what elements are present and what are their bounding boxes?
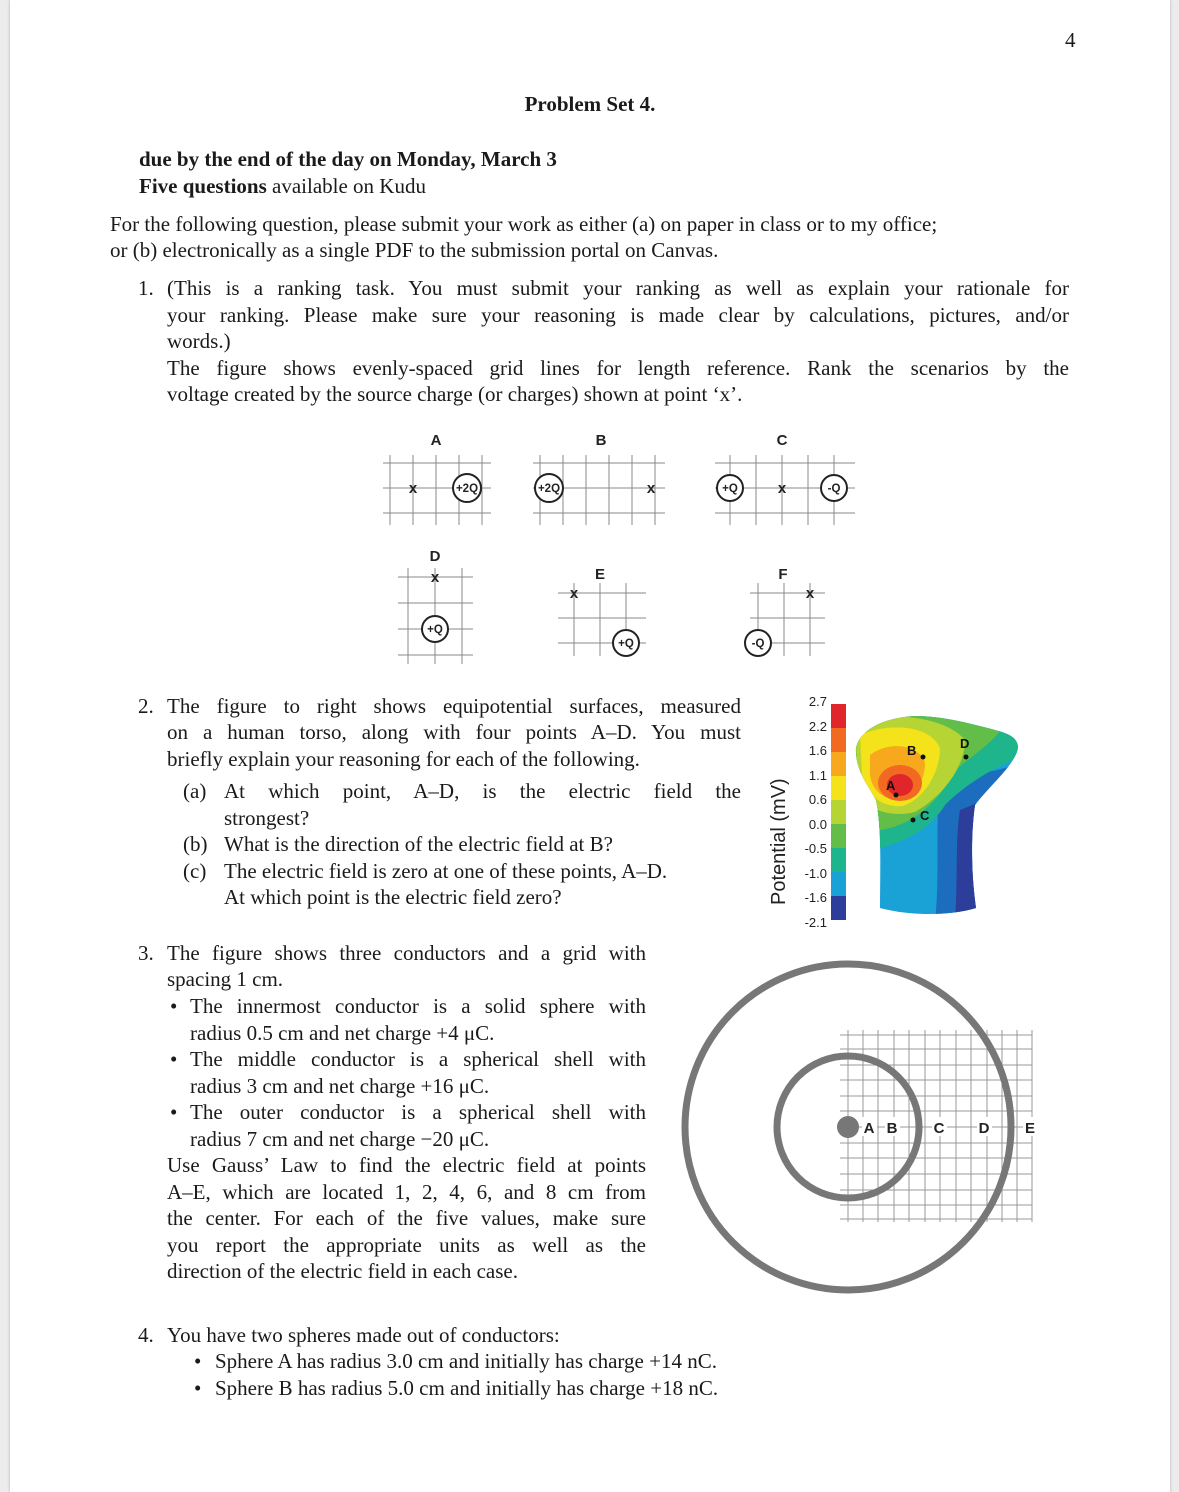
scenario-label-c: C bbox=[776, 432, 788, 449]
charge-label-b: +2Q bbox=[537, 483, 561, 495]
colorbar-tick-5: 0.0 bbox=[808, 817, 827, 832]
point-x-c: x bbox=[777, 480, 787, 497]
q4-bullet-2-dot: • bbox=[194, 1376, 202, 1400]
colorbar-tick-6: -0.5 bbox=[804, 841, 827, 856]
scenario-label-f: F bbox=[778, 566, 788, 583]
charge-label-a: +2Q bbox=[455, 483, 479, 495]
point-x-f: x bbox=[805, 585, 815, 602]
colorbar-tick-8: -1.6 bbox=[804, 890, 827, 905]
q3-bullet-1-line-1: The innermost conductor is a solid sphere with bbox=[190, 994, 646, 1018]
q3-bullet-2-line-2: radius 3 cm and net charge +16 μC. bbox=[190, 1074, 490, 1098]
q3-conductors-figure bbox=[10, 0, 1170, 1300]
q2-a-line-1: At which point, A–D, is the electric field the bbox=[224, 779, 741, 803]
q3-bullet-1-dot: • bbox=[170, 994, 178, 1018]
document-page bbox=[10, 0, 1170, 1492]
q3-bullet-2-dot: • bbox=[170, 1047, 178, 1071]
colorbar-tick-2: 1.6 bbox=[808, 743, 827, 758]
q3-bullet-2-line-1: The middle conductor is a spherical shell with bbox=[190, 1047, 646, 1071]
q2-c-line-2: At which point is the electric field zero? bbox=[224, 885, 562, 909]
colorbar-tick-9: -2.1 bbox=[804, 915, 827, 930]
q2-b-line-1: What is the direction of the electric field at B? bbox=[224, 832, 613, 856]
q1-line-4: The figure shows evenly-spaced grid lines for length reference. Rank the scenarios by the bbox=[167, 356, 1069, 380]
charge-label-c-pos: +Q bbox=[722, 483, 738, 495]
point-x-d: x bbox=[430, 569, 440, 586]
torso-point-a-label: A bbox=[886, 778, 896, 793]
inner-solid-sphere bbox=[837, 1116, 859, 1138]
q2-b-label: (b) bbox=[183, 832, 208, 856]
q3-bullet-3-line-1: The outer conductor is a spherical shell with bbox=[190, 1100, 646, 1124]
q3-tail-5: direction of the electric field in each case. bbox=[167, 1259, 518, 1283]
torso-point-d-label: D bbox=[960, 736, 970, 751]
question-count-bold: Five questions bbox=[139, 174, 267, 198]
q1-line-5: voltage created by the source charge (or charges) shown at point ‘x’. bbox=[167, 382, 743, 406]
q3-number: 3. bbox=[138, 941, 154, 965]
charge-label-c-neg: -Q bbox=[827, 483, 841, 495]
q1-line-1: (This is a ranking task. You must submit your ranking as well as explain your rationale for bbox=[167, 276, 1069, 300]
q3-point-b: B bbox=[886, 1120, 898, 1137]
scenario-label-b: B bbox=[595, 432, 607, 449]
q3-line-2: spacing 1 cm. bbox=[167, 967, 284, 991]
q3-point-c: C bbox=[933, 1120, 945, 1137]
question-count-rest: available on Kudu bbox=[272, 174, 426, 198]
charge-label-e: +Q bbox=[618, 638, 634, 650]
q3-tail-3: the center. For each of the five values, make sure bbox=[167, 1206, 646, 1230]
q2-c-label: (c) bbox=[183, 859, 207, 883]
q2-line-2: on a human torso, along with four points A–D. You must bbox=[167, 720, 741, 744]
q3-tail-2: A–E, which are located 1, 2, 4, 6, and 8 cm from bbox=[167, 1180, 646, 1204]
scenario-label-d: D bbox=[429, 548, 441, 565]
colorbar-tick-4: 0.6 bbox=[808, 792, 827, 807]
intro-line-1: For the following question, please submit your work as either (a) on paper in class or to my office; bbox=[110, 212, 938, 236]
colorbar-tick-7: -1.0 bbox=[804, 866, 827, 881]
q2-number: 2. bbox=[138, 694, 154, 718]
q2-a-line-2: strongest? bbox=[224, 806, 310, 830]
q3-tail-1: Use Gauss’ Law to find the electric field at points bbox=[167, 1153, 646, 1177]
due-date: due by the end of the day on Monday, March 3 bbox=[139, 147, 557, 171]
scenario-label-a: A bbox=[430, 432, 442, 449]
colorbar-tick-1: 2.2 bbox=[808, 719, 827, 734]
q2-a-label: (a) bbox=[183, 779, 207, 803]
q4-number: 4. bbox=[138, 1323, 154, 1347]
q3-bullet-1-line-2: radius 0.5 cm and net charge +4 μC. bbox=[190, 1021, 495, 1045]
colorbar-tick-0: 2.7 bbox=[808, 694, 827, 709]
torso-point-c-label: C bbox=[920, 808, 930, 823]
q2-line-3: briefly explain your reasoning for each of the following. bbox=[167, 747, 640, 771]
q3-point-d: D bbox=[978, 1120, 990, 1137]
intro-line-2: or (b) electronically as a single PDF to the submission portal on Canvas. bbox=[110, 238, 719, 262]
q3-point-e: E bbox=[1024, 1120, 1036, 1137]
q4-bullet-2: Sphere B has radius 5.0 cm and initially has charge +18 nC. bbox=[215, 1376, 719, 1400]
colorbar-tick-3: 1.1 bbox=[808, 768, 827, 783]
q3-tail-4: you report the appropriate units as well as the bbox=[167, 1233, 646, 1257]
q1-line-2: your ranking. Please make sure your reasoning is made clear by calculations, pictures, and/or bbox=[167, 303, 1069, 327]
charge-label-f: -Q bbox=[751, 638, 765, 650]
charge-label-d: +Q bbox=[427, 624, 443, 636]
q3-bullet-3-line-2: radius 7 cm and net charge −20 μC. bbox=[190, 1127, 490, 1151]
colorbar-axis-label: Potential (mV) bbox=[768, 778, 790, 905]
q3-point-a: A bbox=[863, 1120, 875, 1137]
q1-line-3: words.) bbox=[167, 329, 231, 353]
q3-line-1: The figure shows three conductors and a grid with bbox=[167, 941, 646, 965]
q4-bullet-1-dot: • bbox=[194, 1349, 202, 1373]
torso-point-b-label: B bbox=[907, 743, 917, 758]
page-title: Problem Set 4. bbox=[524, 92, 656, 116]
point-x-b: x bbox=[646, 480, 656, 497]
point-x-a: x bbox=[408, 480, 418, 497]
q4-bullet-1: Sphere A has radius 3.0 cm and initially has charge +14 nC. bbox=[215, 1349, 717, 1373]
q4-line-1: You have two spheres made out of conductors: bbox=[167, 1323, 560, 1347]
q3-bullet-3-dot: • bbox=[170, 1100, 178, 1124]
q2-c-line-1: The electric field is zero at one of these points, A–D. bbox=[224, 859, 668, 883]
q2-line-1: The figure to right shows equipotential surfaces, measured bbox=[167, 694, 741, 718]
scenario-label-e: E bbox=[594, 566, 606, 583]
point-x-e: x bbox=[569, 585, 579, 602]
q1-number: 1. bbox=[138, 276, 154, 300]
page-number: 4 bbox=[1065, 28, 1076, 52]
